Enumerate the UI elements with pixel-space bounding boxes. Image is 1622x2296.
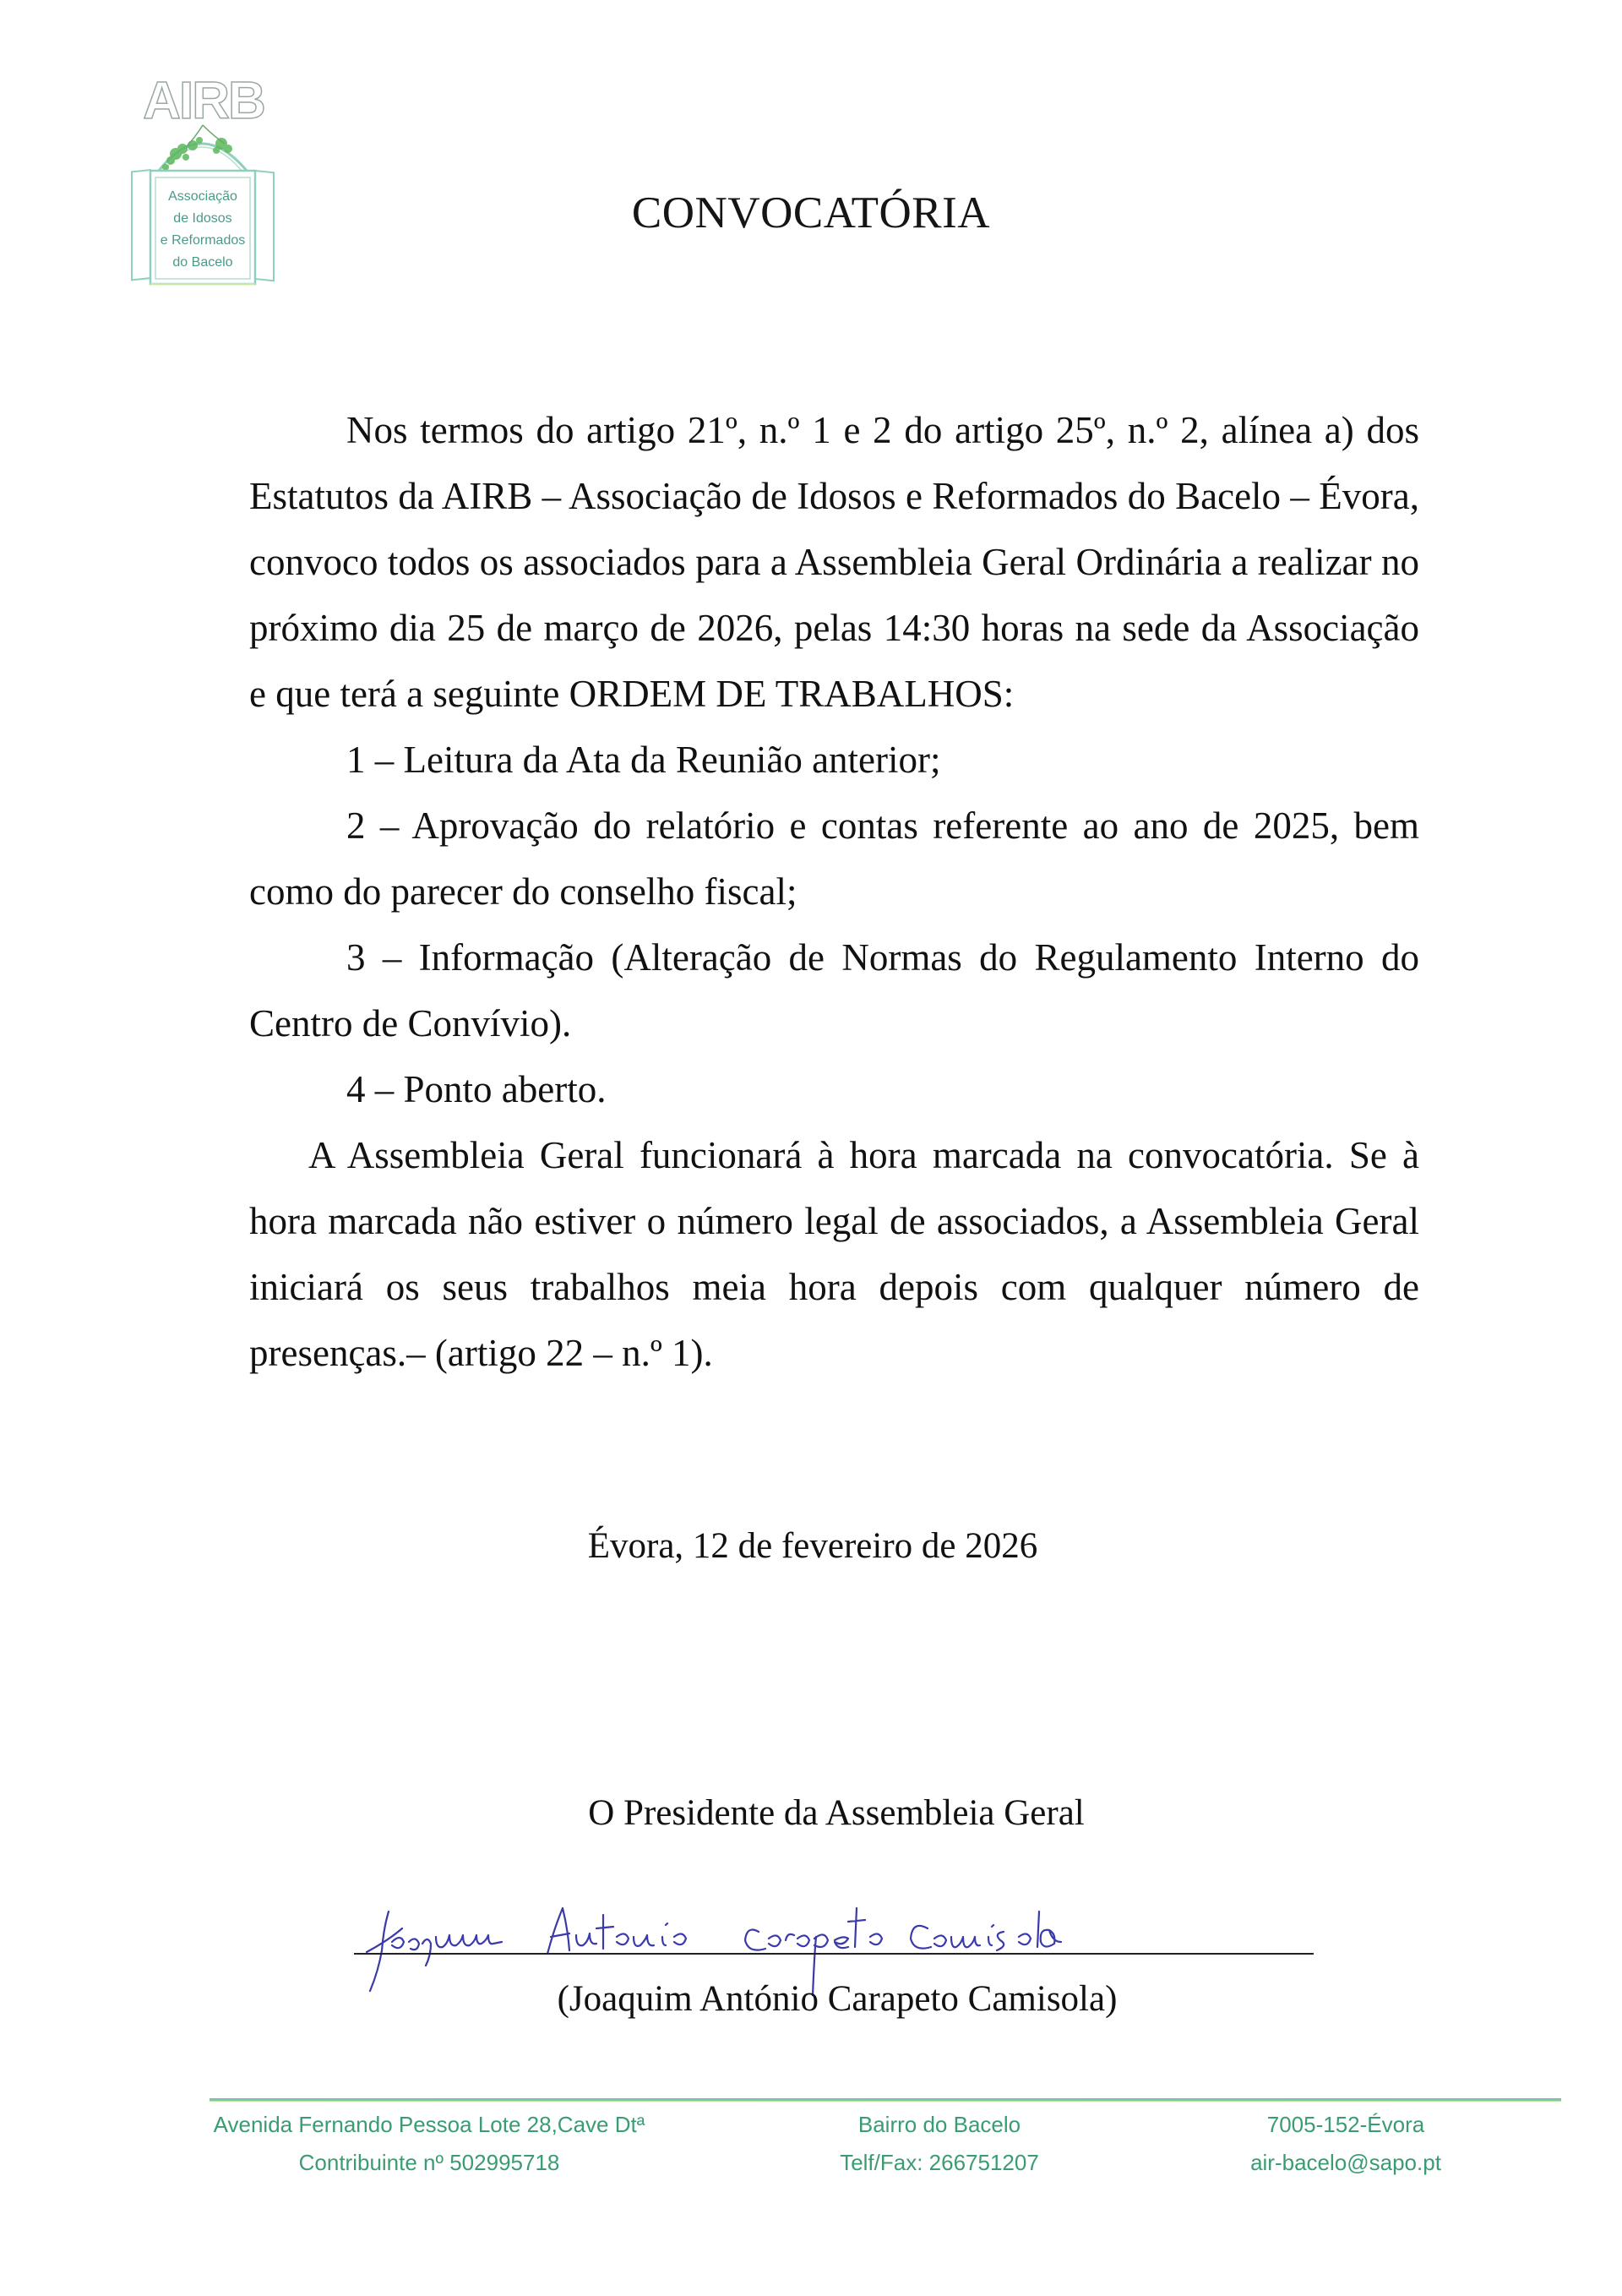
document-body: [249, 397, 1419, 1386]
letterhead-footer: [210, 2106, 1561, 2182]
signature-line: [354, 1953, 1314, 1955]
footer-column-postal: [1240, 2106, 1451, 2182]
agenda-item-2: 2 – Aprovação do relatório e contas referente ao ano de 2025, bem como do parecer do conselho fiscal;: [249, 804, 1419, 913]
airb-logo: [127, 72, 279, 289]
footer-postal-code: 7005-152-Évora: [1266, 2112, 1425, 2137]
logo-line: e Reformados: [160, 233, 246, 248]
logo-line: de Idosos: [173, 211, 232, 226]
footer-email[interactable]: air-bacelo@sapo.pt: [1250, 2150, 1441, 2175]
footer-neighborhood: Bairro do Bacelo: [857, 2112, 1021, 2137]
closing-paragraph: A Assembleia Geral funcionará à hora marcada na convocatória. Se à hora marcada não estiver o número legal de associados, a Assembleia Geral iniciará os seus trabalhos meia hora depois com qualquer número de presenças.– (artigo 22 – n.º 1).: [249, 1134, 1419, 1374]
agenda-item-3: 3 – Informação (Alteração de Normas do Regulamento Interno do Centro de Convívio).: [249, 936, 1419, 1044]
logo-acronym: AIRB: [143, 72, 264, 130]
footer-column-address: [210, 2106, 649, 2182]
signatory-name: (Joaquim António Carapeto Camisola): [557, 1979, 1118, 2019]
logo-line: do Bacelo: [172, 255, 233, 270]
footer-phone-fax: Telf/Fax: 266751207: [840, 2150, 1039, 2175]
document-title: CONVOCATÓRIA: [631, 188, 991, 237]
footer-column-neighborhood: [830, 2106, 1049, 2182]
date-line: Évora, 12 de fevereiro de 2026: [587, 1526, 1038, 1566]
intro-paragraph: Nos termos do artigo 21º, n.º 1 e 2 do artigo 25º, n.º 2, alínea a) dos Estatutos da AIRB – Associação de Idosos e Reformados do Bacelo – Évora, convoco todos os associados para a Assembleia Geral Ordinária a realizar no próximo dia 25 de março de 2026, pelas 14:30 horas na sede da Associação e que terá a seguinte ORDEM DE TRABALHOS:: [249, 409, 1419, 715]
footer-taxpayer-number: Contribuinte nº 502995718: [298, 2150, 560, 2175]
agenda-item-1: 1 – Leitura da Ata da Reunião anterior;: [346, 739, 941, 781]
signatory-role: O Presidente da Assembleia Geral: [588, 1793, 1085, 1833]
footer-divider: [210, 2098, 1561, 2102]
logo-line: Associação: [168, 189, 237, 204]
agenda-item-4: 4 – Ponto aberto.: [346, 1068, 607, 1110]
footer-address: Avenida Fernando Pessoa Lote 28,Cave Dtª: [213, 2112, 645, 2137]
